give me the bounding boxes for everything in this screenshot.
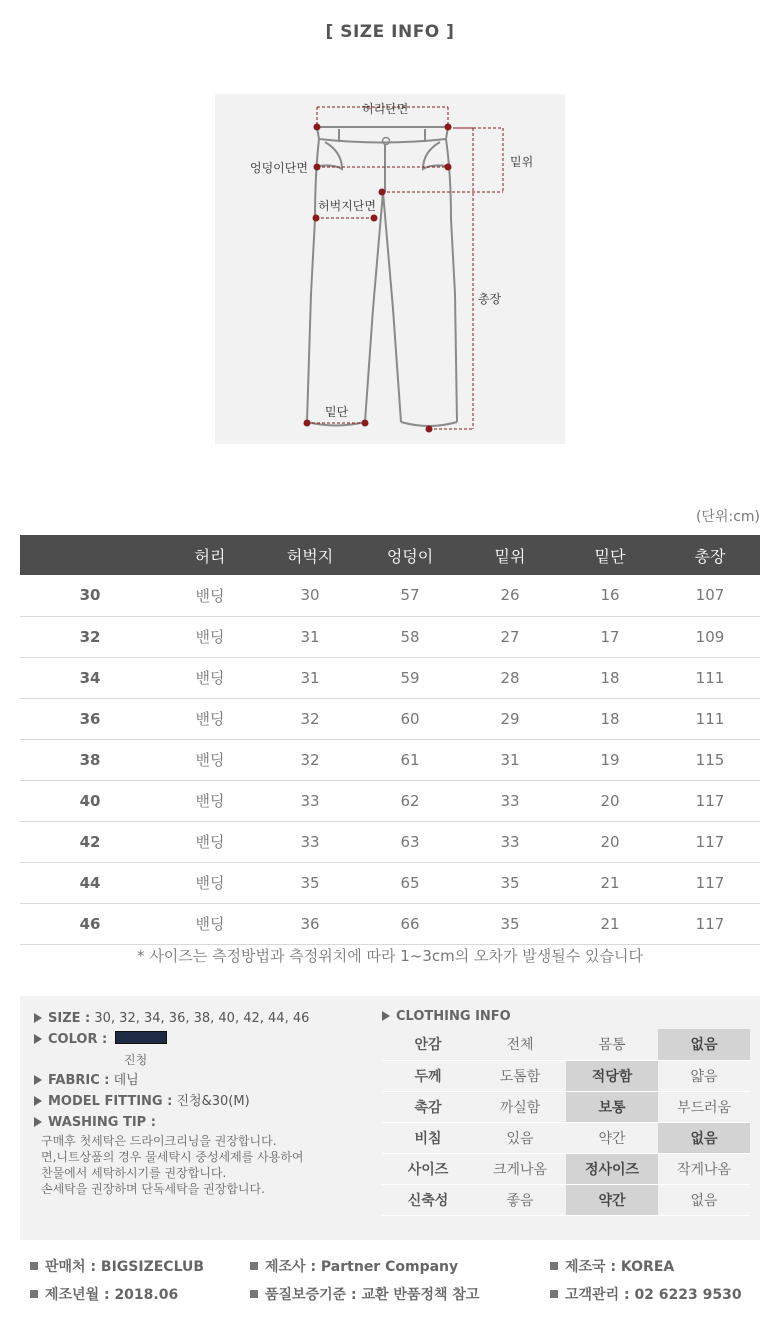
measurement-cell: 59	[360, 657, 460, 698]
square-bullet-icon	[250, 1262, 258, 1270]
clothing-option: 작게나옴	[658, 1153, 750, 1184]
measurement-cell: 31	[260, 616, 360, 657]
square-bullet-icon	[550, 1262, 558, 1270]
measurement-cell: 107	[660, 575, 760, 616]
measurement-cell: 20	[560, 821, 660, 862]
table-row	[20, 616, 760, 657]
clothing-option-selected: 없음	[658, 1122, 750, 1153]
clothing-attribute-label: 두께	[382, 1060, 474, 1091]
size-cell: 34	[20, 657, 160, 698]
column-header	[20, 535, 160, 575]
measurement-cell: 밴딩	[160, 780, 260, 821]
measurement-cell: 밴딩	[160, 862, 260, 903]
measurement-cell: 62	[360, 780, 460, 821]
measurement-cell: 115	[660, 739, 760, 780]
size-table	[20, 535, 760, 945]
column-header: 허리	[160, 535, 260, 575]
measurement-cell: 21	[560, 903, 660, 944]
size-cell: 30	[20, 575, 160, 616]
measurement-cell: 57	[360, 575, 460, 616]
size-cell: 36	[20, 698, 160, 739]
clothing-option: 까실함	[474, 1091, 566, 1122]
measurement-cell: 32	[260, 739, 360, 780]
measurement-cell: 밴딩	[160, 616, 260, 657]
triangle-icon	[34, 1117, 42, 1127]
rise-label: 밑위	[510, 155, 534, 169]
size-value: 30, 32, 34, 36, 38, 40, 42, 44, 46	[94, 1011, 310, 1026]
table-row	[20, 903, 760, 944]
footer-warranty-text: 품질보증기준 : 교환 반품정책 참고	[265, 1287, 480, 1303]
measurement-cell: 117	[660, 821, 760, 862]
measurement-cell: 16	[560, 575, 660, 616]
measurement-cell: 117	[660, 780, 760, 821]
square-bullet-icon	[250, 1290, 258, 1298]
clothing-option: 좋음	[474, 1184, 566, 1215]
measurement-cell: 117	[660, 903, 760, 944]
size-table-header	[20, 535, 760, 575]
size-disclaimer: * 사이즈는 측정방법과 측정위치에 따라 1~3cm의 오차가 발생될수 있습니다	[137, 947, 643, 965]
measurement-cell: 밴딩	[160, 739, 260, 780]
measurement-cell: 19	[560, 739, 660, 780]
fabric-label: FABRIC :	[48, 1073, 110, 1088]
clothing-option: 부드러움	[658, 1091, 750, 1122]
square-bullet-icon	[30, 1262, 38, 1270]
measurement-cell: 60	[360, 698, 460, 739]
measurement-cell: 밴딩	[160, 903, 260, 944]
fabric-value: 데님	[113, 1073, 139, 1088]
table-row	[20, 657, 760, 698]
clothing-info-row	[382, 1029, 750, 1060]
measurement-cell: 26	[460, 575, 560, 616]
measurement-cell: 65	[360, 862, 460, 903]
size-cell: 38	[20, 739, 160, 780]
footer-seller	[30, 1256, 204, 1276]
washing-line: 면,니트상품의 경우 물세탁시 중성세제를 사용하여	[41, 1150, 304, 1164]
size-cell: 32	[20, 616, 160, 657]
footer-support-text: 고객관리 : 02 6223 9530	[565, 1287, 742, 1303]
measurement-cell: 밴딩	[160, 821, 260, 862]
measurement-cell: 33	[260, 780, 360, 821]
footer-warranty	[250, 1284, 479, 1304]
clothing-option-selected: 정사이즈	[566, 1153, 658, 1184]
size-row	[34, 1008, 374, 1029]
column-header: 밑위	[460, 535, 560, 575]
clothing-info-row	[382, 1091, 750, 1122]
table-row	[20, 739, 760, 780]
triangle-icon	[34, 1034, 42, 1044]
color-swatch	[115, 1031, 167, 1044]
hip-label: 엉덩이단면	[250, 161, 308, 175]
model-fitting-value: 진청&30(M)	[176, 1094, 250, 1109]
measurement-cell: 109	[660, 616, 760, 657]
size-label: SIZE :	[48, 1011, 91, 1026]
length-label: 총장	[478, 292, 502, 306]
measurement-cell: 61	[360, 739, 460, 780]
clothing-attribute-label: 안감	[382, 1029, 474, 1060]
clothing-option: 도톰함	[474, 1060, 566, 1091]
footer-country	[550, 1256, 674, 1276]
column-header: 엉덩이	[360, 535, 460, 575]
color-label: COLOR :	[48, 1032, 108, 1047]
clothing-attribute-label: 신축성	[382, 1184, 474, 1215]
table-row	[20, 575, 760, 616]
clothing-option: 있음	[474, 1122, 566, 1153]
color-row	[34, 1029, 374, 1050]
measurement-cell: 33	[460, 780, 560, 821]
measurement-cell: 30	[260, 575, 360, 616]
washing-line: 구매후 첫세탁은 드라이크리닝을 권장합니다.	[41, 1134, 277, 1148]
measurement-cell: 36	[260, 903, 360, 944]
page-title: [ SIZE INFO ]	[325, 22, 455, 42]
clothing-info-row	[382, 1184, 750, 1215]
product-info-panel	[20, 996, 760, 1240]
table-row	[20, 821, 760, 862]
thigh-label: 허벅지단면	[318, 199, 376, 213]
washing-tip-label: WASHING TIP :	[48, 1115, 156, 1130]
measurement-cell: 17	[560, 616, 660, 657]
clothing-option-selected: 적당함	[566, 1060, 658, 1091]
footer-date-text: 제조년월 : 2018.06	[45, 1287, 179, 1303]
model-fitting-row	[34, 1091, 374, 1112]
table-row	[20, 862, 760, 903]
measurement-cell: 31	[460, 739, 560, 780]
measurement-cell: 32	[260, 698, 360, 739]
column-header: 허벅지	[260, 535, 360, 575]
waist-label: 허리단면	[362, 102, 409, 116]
footer-date	[30, 1284, 178, 1304]
clothing-info-title	[382, 1006, 752, 1028]
clothing-attribute-label: 촉감	[382, 1091, 474, 1122]
measurement-cell: 27	[460, 616, 560, 657]
washing-instructions	[34, 1133, 374, 1197]
fabric-row	[34, 1070, 374, 1091]
triangle-icon	[34, 1075, 42, 1085]
footer-manufacturer	[250, 1256, 458, 1276]
unit-label: (단위:cm)	[695, 509, 760, 525]
clothing-option: 없음	[658, 1184, 750, 1215]
measurement-cell: 111	[660, 657, 760, 698]
clothing-attribute-label: 비침	[382, 1122, 474, 1153]
clothing-info-label: CLOTHING INFO	[396, 1009, 511, 1024]
clothing-info-row	[382, 1060, 750, 1091]
clothing-option-selected: 약간	[566, 1184, 658, 1215]
measurement-cell: 29	[460, 698, 560, 739]
measurement-cell: 밴딩	[160, 698, 260, 739]
clothing-option: 크게나옴	[474, 1153, 566, 1184]
table-row	[20, 698, 760, 739]
clothing-info	[382, 1006, 752, 1216]
column-header: 총장	[660, 535, 760, 575]
measurement-cell: 18	[560, 698, 660, 739]
hem-label: 밑단	[325, 405, 349, 419]
clothing-info-row	[382, 1153, 750, 1184]
clothing-info-table	[382, 1029, 750, 1216]
pants-illustration	[215, 94, 565, 444]
measurement-cell: 28	[460, 657, 560, 698]
size-cell: 46	[20, 903, 160, 944]
washing-line: 찬물에서 세탁하시기를 권장합니다.	[41, 1166, 227, 1180]
measurement-points	[304, 124, 452, 433]
square-bullet-icon	[30, 1290, 38, 1298]
footer-manufacturer-text: 제조사 : Partner Company	[265, 1259, 459, 1275]
clothing-attribute-label: 사이즈	[382, 1153, 474, 1184]
clothing-info-row	[382, 1122, 750, 1153]
column-header: 밑단	[560, 535, 660, 575]
measurement-cell: 21	[560, 862, 660, 903]
clothing-option: 약간	[566, 1122, 658, 1153]
measurement-cell: 밴딩	[160, 575, 260, 616]
triangle-icon	[382, 1011, 390, 1021]
measurement-cell: 33	[460, 821, 560, 862]
size-cell: 40	[20, 780, 160, 821]
clothing-option-selected: 보통	[566, 1091, 658, 1122]
measurement-cell: 66	[360, 903, 460, 944]
measurement-cell: 18	[560, 657, 660, 698]
pants-measurement-diagram	[215, 94, 565, 444]
measurement-cell: 111	[660, 698, 760, 739]
measurement-cell: 35	[460, 862, 560, 903]
measurement-cell: 31	[260, 657, 360, 698]
product-details	[34, 1008, 374, 1197]
clothing-option-selected: 없음	[658, 1029, 750, 1060]
triangle-icon	[34, 1096, 42, 1106]
table-row	[20, 780, 760, 821]
size-cell: 44	[20, 862, 160, 903]
size-cell: 42	[20, 821, 160, 862]
clothing-option: 전체	[474, 1029, 566, 1060]
measurement-cell: 33	[260, 821, 360, 862]
measurement-cell: 20	[560, 780, 660, 821]
washing-line: 손세탁을 권장하며 단독세탁을 권장합니다.	[41, 1182, 265, 1196]
model-fitting-label: MODEL FITTING :	[48, 1094, 173, 1109]
footer-seller-text: 판매처 : BIGSIZECLUB	[45, 1259, 205, 1275]
washing-tip-row	[34, 1112, 374, 1133]
triangle-icon	[34, 1013, 42, 1023]
clothing-option: 얇음	[658, 1060, 750, 1091]
measurement-cell: 117	[660, 862, 760, 903]
measurement-cell: 밴딩	[160, 657, 260, 698]
measurement-cell: 63	[360, 821, 460, 862]
color-name: 진청	[124, 1053, 148, 1067]
measurement-cell: 58	[360, 616, 460, 657]
clothing-option: 몸통	[566, 1029, 658, 1060]
measurement-cell: 35	[260, 862, 360, 903]
measurement-cell: 35	[460, 903, 560, 944]
footer-country-text: 제조국 : KOREA	[565, 1259, 675, 1275]
footer-support	[550, 1284, 742, 1304]
square-bullet-icon	[550, 1290, 558, 1298]
